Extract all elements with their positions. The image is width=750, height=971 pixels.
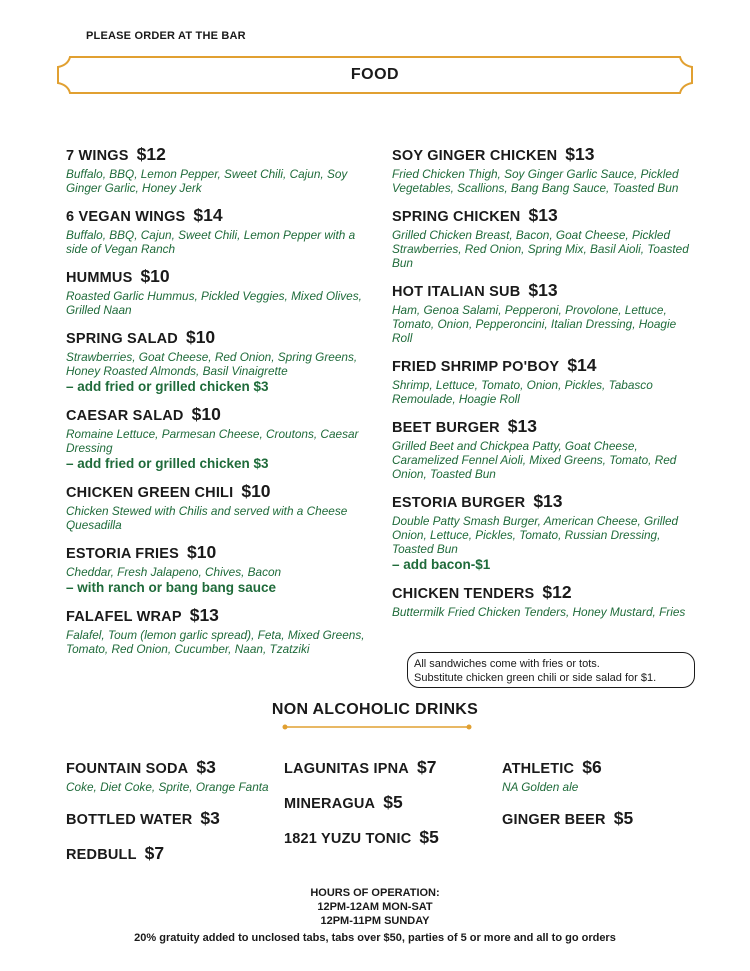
item-name: CHICKEN TENDERS (392, 586, 535, 602)
item-name: BOTTLED WATER (66, 812, 193, 828)
item-description: Double Patty Smash Burger, American Cheese, Grilled Onion, Lettuce, Pickles, Tomato, Russian Dressing, Toasted Bun (392, 514, 679, 556)
item-header (392, 144, 697, 165)
item-price: $14 (193, 205, 223, 225)
menu-item (66, 205, 366, 256)
item-addon: – add bacon-$1 (392, 557, 491, 572)
item-header (392, 355, 697, 376)
item-description: Fried Chicken Thigh, Soy Ginger Garlic Sauce, Pickled Vegetables, Scallions, Bang Bang Sauce, Toasted Bun (392, 167, 679, 195)
item-price: $10 (186, 542, 217, 562)
drink-item (284, 757, 494, 778)
item-price: $13 (528, 280, 558, 300)
item-addon: – add fried or grilled chicken $3 (66, 379, 269, 394)
item-price: $13 (565, 144, 595, 164)
item-header (66, 327, 366, 348)
item-description: Grilled Beet and Chickpea Patty, Goat Cheese, Caramelized Fennel Aioli, Mixed Greens, Tomato, Red Onion, Toasted Bun (392, 439, 677, 481)
item-price: $13 (533, 491, 563, 511)
item-price: $5 (613, 808, 634, 828)
item-description: Buffalo, BBQ, Lemon Pepper, Sweet Chili, Cajun, Soy Ginger Garlic, Honey Jerk (66, 167, 348, 195)
drinks-column-3 (502, 757, 712, 843)
item-name: LAGUNITAS IPNA (284, 761, 409, 777)
item-price: $10 (191, 404, 221, 424)
item-name: HUMMUS (66, 270, 133, 286)
drinks-title: NON ALCOHOLIC DRINKS (271, 701, 479, 718)
item-description: Ham, Genoa Salami, Pepperoni, Provolone, Lettuce, Tomato, Onion, Pepperoncini, Italian Dressing, Hoagie Roll (392, 303, 677, 345)
item-header (284, 757, 494, 778)
item-price: $3 (196, 757, 216, 777)
item-header (392, 280, 697, 301)
item-name: 6 VEGAN WINGS (66, 209, 186, 225)
item-price: $3 (200, 808, 220, 828)
item-name: GINGER BEER (502, 812, 606, 828)
item-header (66, 481, 366, 502)
item-name: MINERAGUA (284, 796, 376, 812)
item-name: ESTORIA BURGER (392, 495, 526, 511)
item-price: $10 (241, 481, 271, 501)
item-header (66, 144, 366, 165)
item-price: $13 (507, 416, 537, 436)
item-name: HOT ITALIAN SUB (392, 284, 521, 300)
item-name: SOY GINGER CHICKEN (392, 148, 558, 164)
item-header (66, 808, 276, 829)
item-description: Strawberries, Goat Cheese, Red Onion, Spring Greens, Honey Roasted Almonds, Basil Vinaigrette (66, 350, 358, 378)
item-header (66, 605, 366, 626)
item-price: $13 (528, 205, 558, 225)
item-header (392, 416, 697, 437)
food-right-column (392, 144, 697, 629)
item-name: SPRING CHICKEN (392, 209, 521, 225)
item-description: Buffalo, BBQ, Cajun, Sweet Chili, Lemon Pepper with a side of Vegan Ranch (66, 228, 356, 256)
item-description: Shrimp, Lettuce, Tomato, Onion, Pickles, Tabasco Remoulade, Hoagie Roll (392, 378, 653, 406)
item-price: $7 (144, 843, 165, 863)
item-header (392, 491, 697, 512)
sandwich-note-line2: Substitute chicken green chili or side salad for $1. (414, 672, 657, 684)
item-price: $7 (416, 757, 437, 777)
hours-line-1: 12PM-12AM MON-SAT (317, 901, 433, 913)
item-price: $10 (140, 266, 170, 286)
menu-item (392, 582, 697, 619)
item-header (392, 582, 697, 603)
drinks-title-underline (282, 722, 472, 732)
item-header (502, 808, 712, 829)
drink-item (284, 827, 494, 848)
order-at-bar-note: PLEASE ORDER AT THE BAR (86, 30, 246, 42)
item-price: $13 (189, 605, 219, 625)
item-header (66, 757, 276, 778)
item-description: Romaine Lettuce, Parmesan Cheese, Croutons, Caesar Dressing (66, 427, 359, 455)
drink-item (66, 843, 276, 864)
menu-item (392, 205, 697, 270)
item-description: Cheddar, Fresh Jalapeno, Chives, Bacon (66, 565, 282, 579)
menu-item (392, 491, 697, 572)
menu-item (392, 144, 697, 195)
drinks-column-2 (284, 757, 494, 862)
item-header (66, 404, 366, 425)
hours-line-2: 12PM-11PM SUNDAY (320, 915, 430, 927)
sandwich-note-box (407, 652, 695, 688)
item-price: $12 (136, 144, 166, 164)
menu-item (392, 355, 697, 406)
drink-item (502, 757, 712, 794)
drink-item (66, 757, 276, 794)
item-header (284, 827, 494, 848)
item-description: Buttermilk Fried Chicken Tenders, Honey Mustard, Fries (392, 605, 686, 619)
menu-item (392, 416, 697, 481)
item-name: BEET BURGER (392, 420, 500, 436)
item-header (66, 542, 366, 563)
item-price: $14 (567, 355, 597, 375)
item-description: Coke, Diet Coke, Sprite, Orange Fanta (66, 780, 269, 794)
menu-item (66, 404, 366, 471)
item-name: CAESAR SALAD (66, 408, 184, 424)
drink-item (502, 808, 712, 829)
menu-item (66, 327, 366, 394)
item-name: 7 WINGS (66, 148, 129, 164)
menu-item (66, 266, 366, 317)
item-header (284, 792, 494, 813)
item-name: ATHLETIC (502, 761, 575, 777)
item-addon: – add fried or grilled chicken $3 (66, 456, 269, 471)
hours-title: HOURS OF OPERATION: (310, 887, 440, 899)
item-header (66, 843, 276, 864)
item-name: ESTORIA FRIES (66, 546, 179, 562)
item-price: $6 (582, 757, 602, 777)
item-price: $10 (185, 327, 216, 347)
item-description: Roasted Garlic Hummus, Pickled Veggies, Mixed Olives, Grilled Naan (66, 289, 362, 317)
menu-item (66, 542, 366, 595)
item-name: 1821 YUZU TONIC (284, 831, 412, 847)
item-name: FRIED SHRIMP PO'BOY (392, 359, 560, 375)
item-description: Grilled Chicken Breast, Bacon, Goat Cheese, Pickled Strawberries, Red Onion, Spring Mix, Basil Aioli, Toasted Bun (392, 228, 689, 270)
item-price: $5 (419, 827, 439, 847)
item-description: NA Golden ale (502, 780, 579, 794)
item-header (66, 205, 366, 226)
item-description: Falafel, Toum (lemon garlic spread), Feta, Mixed Greens, Tomato, Red Onion, Cucumber, Naan, Tzatziki (66, 628, 365, 656)
gratuity-note: 20% gratuity added to unclosed tabs, tabs over $50, parties of 5 or more and all to go orders (134, 932, 616, 944)
food-title: FOOD (350, 66, 400, 83)
menu-item (66, 605, 366, 656)
menu-item (66, 481, 366, 532)
menu-item (66, 144, 366, 195)
item-header (392, 205, 697, 226)
item-name: FALAFEL WRAP (66, 609, 182, 625)
item-description: Chicken Stewed with Chilis and served with a Cheese Quesadilla (66, 504, 348, 532)
item-price: $12 (542, 582, 572, 602)
item-price: $5 (383, 792, 403, 812)
item-name: CHICKEN GREEN CHILI (66, 485, 234, 501)
item-name: REDBULL (66, 847, 137, 863)
item-addon: – with ranch or bang bang sauce (66, 580, 277, 595)
item-name: SPRING SALAD (66, 331, 178, 347)
item-header (66, 266, 366, 287)
menu-item (392, 280, 697, 345)
item-name: FOUNTAIN SODA (66, 761, 189, 777)
drink-item (66, 808, 276, 829)
item-header (502, 757, 712, 778)
food-left-column (66, 144, 366, 666)
sandwich-note-line1: All sandwiches come with fries or tots. (414, 658, 600, 670)
drink-item (284, 792, 494, 813)
drinks-column-1 (66, 757, 276, 878)
